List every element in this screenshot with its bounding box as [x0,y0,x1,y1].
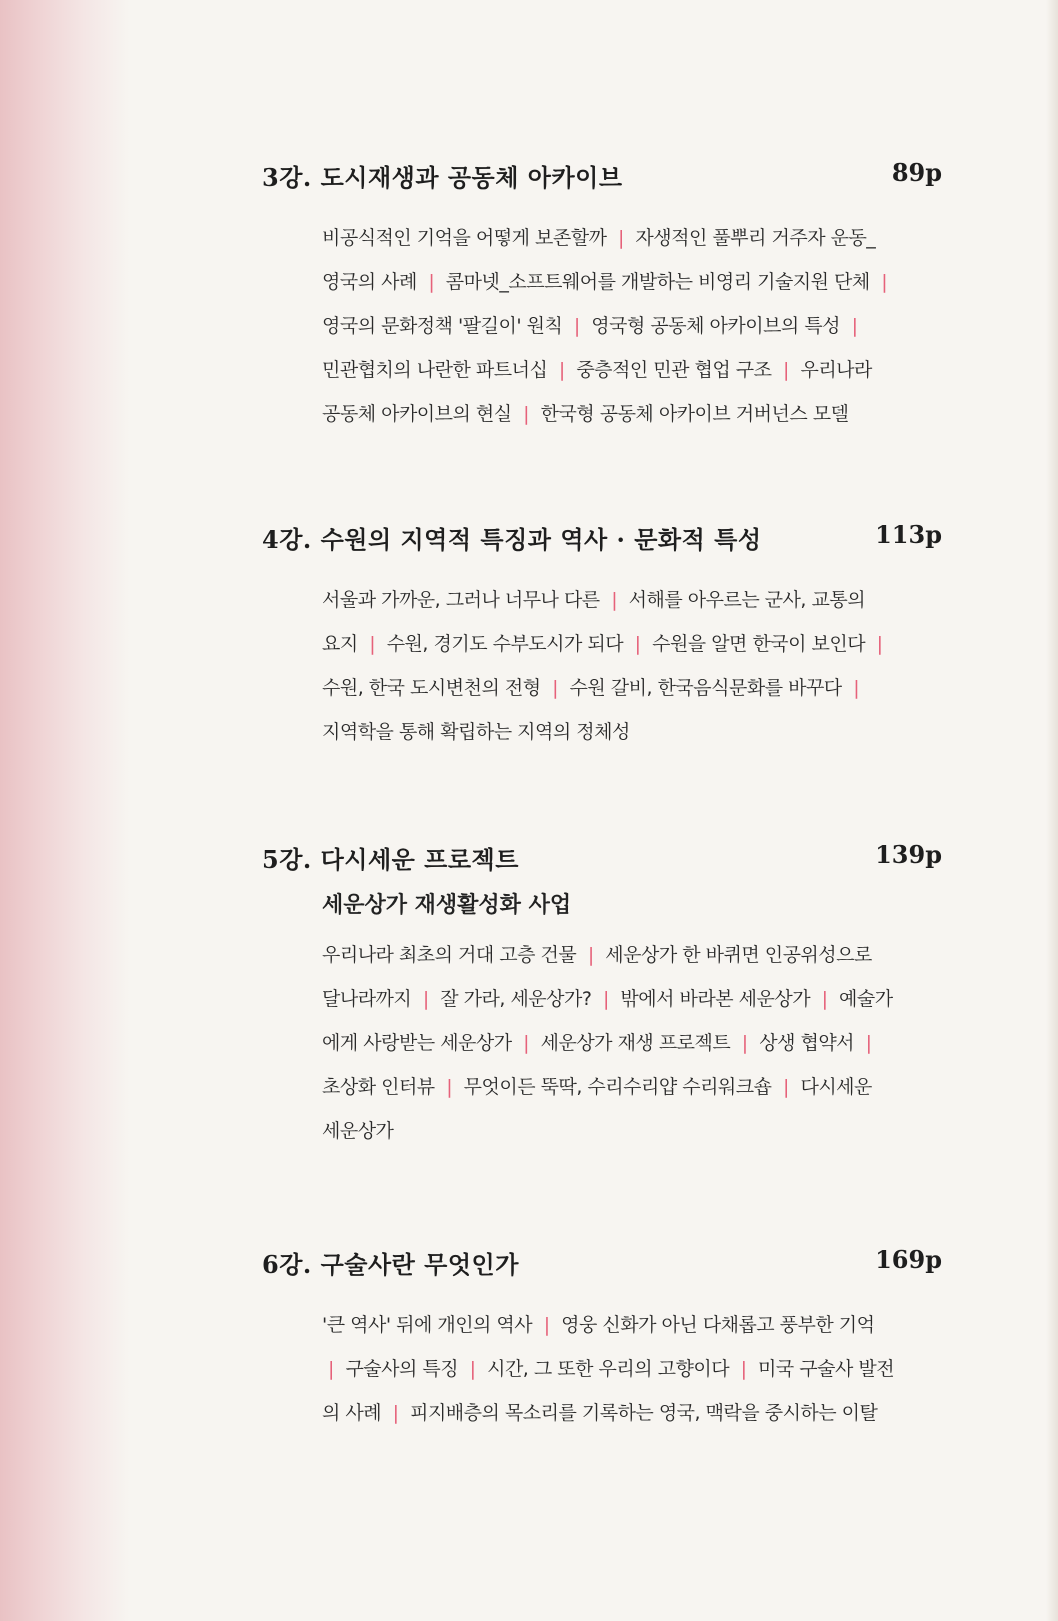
topic-separator: | [523,403,530,425]
chapter-page-number: 169p [875,1245,942,1274]
page-edge [1046,0,1058,1621]
chapter-title: 4강. 수원의 지역적 특징과 역사 · 문화적 특성 [262,525,762,554]
topic-separator: | [328,1358,334,1380]
topic-separator: | [392,1402,399,1424]
topic-line: 초상화 인터뷰 | 무엇이든 뚝딱, 수리수리얍 수리워크숍 | 다시세운 [322,1076,872,1098]
chapter-title: 5강. 다시세운 프로젝트 [262,845,519,874]
topic-separator: | [741,1032,748,1054]
chapter-page-number: 89p [891,158,942,187]
topic-line: | 구술사의 특징 | 시간, 그 또한 우리의 고향이다 | 미국 구술사 발전 [328,1358,895,1380]
topic-separator: | [552,677,558,699]
topic-line: 비공식적인 기억을 어떻게 보존할까 | 자생적인 풀뿌리 거주자 운동_ [322,227,876,249]
topic-separator: | [611,589,618,611]
topic-separator: | [821,988,828,1010]
topic-line: 영국의 사례 | 콤마넷_소프트웨어를 개발하는 비영리 기술지원 단체 | [322,271,888,293]
topic-separator: | [740,1358,747,1380]
chapter-heading [262,158,942,202]
topic-line: 민관협치의 나란한 파트너십 | 중층적인 민관 협업 구조 | 우리나라 [322,359,872,381]
topic-line: 지역학을 통해 확립하는 지역의 정체성 [322,721,630,743]
topic-separator: | [446,1076,453,1098]
topic-line: 의 사례 | 피지배층의 목소리를 기록하는 영국, 맥락을 중시하는 이탈 [322,1402,878,1424]
topic-line: 요지 | 수원, 경기도 수부도시가 되다 | 수원을 알면 한국이 보인다 | [322,633,883,655]
chapter-page-number: 113p [875,520,942,549]
topic-line: 세운상가 [322,1120,394,1142]
topic-separator: | [617,227,624,249]
topic-line: 영국의 문화정책 '팔길이' 원칙 | 영국형 공동체 아카이브의 특성 | [322,315,858,337]
chapter-title: 3강. 도시재생과 공동체 아카이브 [262,163,623,192]
topic-separator: | [876,633,883,655]
chapter-topics [322,1303,942,1435]
topic-separator: | [558,359,565,381]
topic-separator: | [851,315,858,337]
chapter-topics [322,578,942,754]
chapter-title: 6강. 구술사란 무엇인가 [262,1250,519,1279]
topic-separator: | [573,315,580,337]
topic-separator: | [602,988,609,1010]
chapter-5 [262,840,942,1153]
topic-separator: | [523,1032,530,1054]
chapter-3 [262,158,942,436]
chapter-subtitle: 세운상가 재생활성화 사업 [322,892,572,918]
topic-separator: | [783,359,789,381]
topic-line: '큰 역사' 뒤에 개인의 역사 | 영웅 신화가 아닌 다채롭고 풍부한 기억 [322,1314,875,1336]
topic-separator: | [634,633,641,655]
topic-line: 우리나라 최초의 거대 고층 건물 | 세운상가 한 바퀴면 인공위성으로 [322,944,872,966]
topic-separator: | [783,1076,789,1098]
topic-separator: | [422,988,429,1010]
topic-line: 서울과 가까운, 그러나 너무나 다른 | 서해를 아우르는 군사, 교통의 [322,589,866,611]
chapter-topics [322,216,942,436]
chapter-heading [262,1245,942,1289]
topic-separator: | [587,944,594,966]
chapter-heading [262,520,942,564]
chapter-6 [262,1245,942,1435]
topic-separator: | [881,271,888,293]
chapter-page-number: 139p [875,840,942,869]
chapter-heading [262,840,942,884]
topic-line: 공동체 아카이브의 현실 | 한국형 공동체 아카이브 거버넌스 모델 [322,403,849,425]
topic-separator: | [853,677,860,699]
topic-line: 수원, 한국 도시변천의 전형 | 수원 갈비, 한국음식문화를 바꾸다 | [322,677,860,699]
topic-separator: | [369,633,376,655]
topic-line: 달나라까지 | 잘 가라, 세운상가? | 밖에서 바라본 세운상가 | 예술가 [322,988,893,1010]
topic-separator: | [428,271,435,293]
topic-separator: | [469,1358,476,1380]
topic-separator: | [543,1314,550,1336]
page-gutter-shadow [0,0,130,1621]
chapter-topics [322,933,942,1153]
topic-line: 에게 사랑받는 세운상가 | 세운상가 재생 프로젝트 | 상생 협약서 | [322,1032,872,1054]
topic-separator: | [865,1032,872,1054]
chapter-4 [262,520,942,754]
